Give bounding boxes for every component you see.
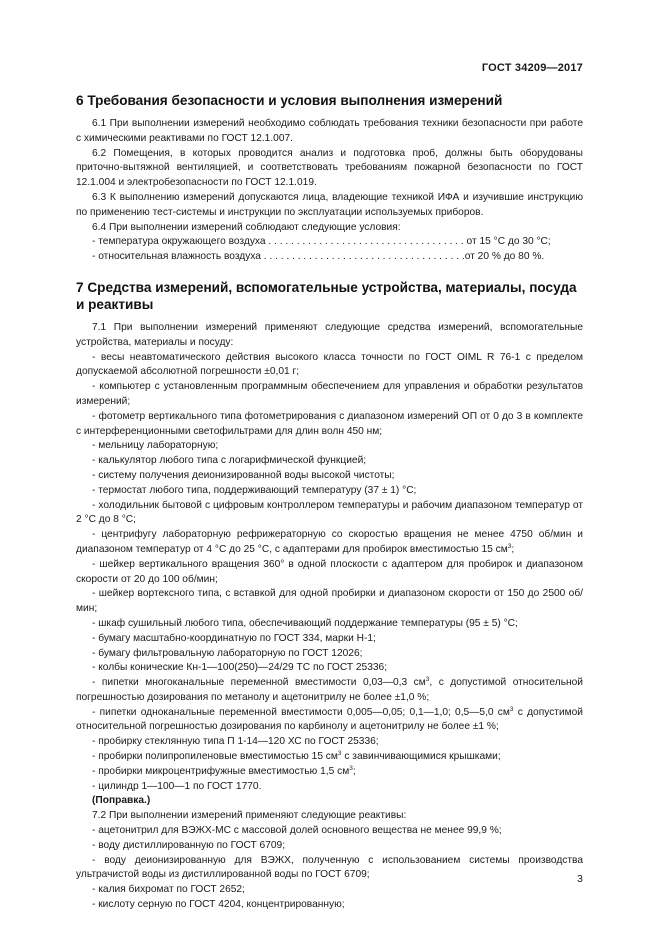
amendment-note: (Поправка.): [92, 795, 151, 807]
section-6-heading: 6 Требования безопасности и условия выполнения измерений: [76, 93, 503, 108]
list-item: - шейкер вортексного типа, с вставкой для одной пробирки и диапазоном скорости от 150 до 2500 об/мин;: [76, 588, 583, 615]
page-number: 3: [577, 873, 583, 885]
list-item: - весы неавтоматического действия высокого класса точности по ГОСТ OIML R 76-1 с пределом допускаемой абсолютной погрешности ±0,01 г;: [76, 351, 583, 378]
list-item: - пробирки полипропиленовые вместимостью 15 $см^3$ с завинчивающимися крышками;: [92, 750, 501, 763]
list-item: - калькулятор любого типа с логарифмической функцией;: [92, 455, 367, 467]
list-item: - холодильник бытовой с цифровым контроллером температуры и рабочим диапазоном температур от 2 °С до 8 °С;: [76, 499, 583, 526]
condition-humidity: - относительная влажность воздуха . . . . . . . . . . . . . . . . . . . . . . . . . . . . . . . . . . . .от 20 % до 80 %.: [92, 251, 545, 263]
list-item: - воду деионизированную для ВЭЖХ, полученную с использованием системы производства ультрачистой воды из дистиллированной воды по ГОСТ 6709;: [76, 854, 583, 881]
list-item: - систему получения деионизированной воды высокой чистоты;: [92, 469, 395, 481]
list-item: - мельницу лабораторную;: [92, 440, 219, 452]
paragraph-6-3: 6.3 К выполнению измерений допускаются лица, владеющие техникой ИФА и изучившие инструкцию по применению тест-системы и инструкции по эксплуатации используемых приборов.: [76, 191, 583, 218]
list-item: - центрифугу лабораторную рефрижераторную со скоростью вращения не менее 4750 об/мин и диапазоном температур от 4 °С до 25 °С, с адаптерами для пробирок вместимостью 15 $см^3$;: [76, 529, 583, 555]
list-item: - пипетки одноканальные переменной вместимости 0,005—0,05; 0,1—1,0; 0,5—5,0 $см^3$ с допустимой относительной погрешностью дозирования по карбинолу и ацетонитрилу не более ±1 %;: [76, 705, 583, 733]
list-item: - калия бихромат по ГОСТ 2652;: [92, 884, 245, 896]
list-item: - кислоту серную по ГОСТ 4204, концентрированную;: [92, 899, 345, 911]
page-content: [76, 92, 583, 913]
paragraph-7-2: 7.2 При выполнении измерений применяют следующие реактивы:: [92, 810, 407, 822]
list-item: - термостат любого типа, поддерживающий температуру (37 ± 1) °С;: [92, 484, 417, 496]
section-7-heading: 7 Средства измерений, вспомогательные устройства, материалы, посуда и реактивы: [76, 279, 577, 312]
list-item: - ацетонитрил для ВЭЖХ-МС с массовой долей основного вещества не менее 99,9 %;: [92, 825, 502, 837]
list-item: - бумагу фильтровальную лабораторную по ГОСТ 12026;: [92, 647, 363, 659]
paragraph-7-1: 7.1 При выполнении измерений применяют следующие средства измерений, вспомогательные устройства, материалы и посуду:: [76, 321, 583, 348]
list-item: - шейкер вертикального вращения 360° в одной плоскости с адаптером для пробирок и диапазоном скорости от 20 до 100 об/мин;: [76, 558, 583, 585]
list-item: - шкаф сушильный любого типа, обеспечивающий поддержание температуры (95 ± 5) °С;: [92, 617, 518, 629]
list-item: - воду дистиллированную по ГОСТ 6709;: [92, 839, 286, 851]
list-item: - цилиндр 1—100—1 по ГОСТ 1770.: [92, 780, 262, 792]
condition-temperature: - температура окружающего воздуха . . . . . . . . . . . . . . . . . . . . . . . . . . . . . . . . . . . от 15 °С до 30 °С;: [92, 236, 551, 248]
list-item: - бумагу масштабно-координатную по ГОСТ 334, марки Н-1;: [92, 632, 376, 644]
paragraph-6-4: 6.4 При выполнении измерений соблюдают следующие условия:: [92, 221, 401, 233]
paragraph-6-2: 6.2 Помещения, в которых проводится анализ и подготовка проб, должны быть оборудованы приточно-вытяжной вентиляцией, и соответствовать требованиям пожарной безопасности по ГОСТ 12.1.004 и электробезопасности по ГОСТ 12.1.019.: [76, 147, 583, 189]
document-id-header: ГОСТ 34209—2017: [481, 62, 583, 74]
list-item: - пипетки многоканальные переменной вместимости 0,03—0,3 $см^3$, с допустимой относительной погрешностью дозирования по метанолу и ацетонитрилу не более ±1,0 %;: [76, 676, 583, 703]
list-item: - пробирку стеклянную типа П 1-14—120 ХС по ГОСТ 25336;: [92, 736, 379, 748]
list-item: - пробирки микроцентрифужные вместимостью 1,5 $см^3$;: [92, 764, 356, 777]
list-item: - колбы конические Кн-1—100(250)—24/29 ТС по ГОСТ 25336;: [92, 662, 388, 674]
list-item: - компьютер с установленным программным обеспечением для управления и обработки результатов измерений;: [76, 381, 583, 407]
paragraph-6-1: 6.1 При выполнении измерений необходимо соблюдать требования техники безопасности при работе с химическими реактивами по ГОСТ 12.1.007.: [76, 118, 583, 144]
list-item: - фотометр вертикального типа фотометрирования с диапазоном измерений ОП от 0 до 3 в комплекте с интерференционными светофильтрами для длин волн 450 нм;: [76, 410, 583, 437]
